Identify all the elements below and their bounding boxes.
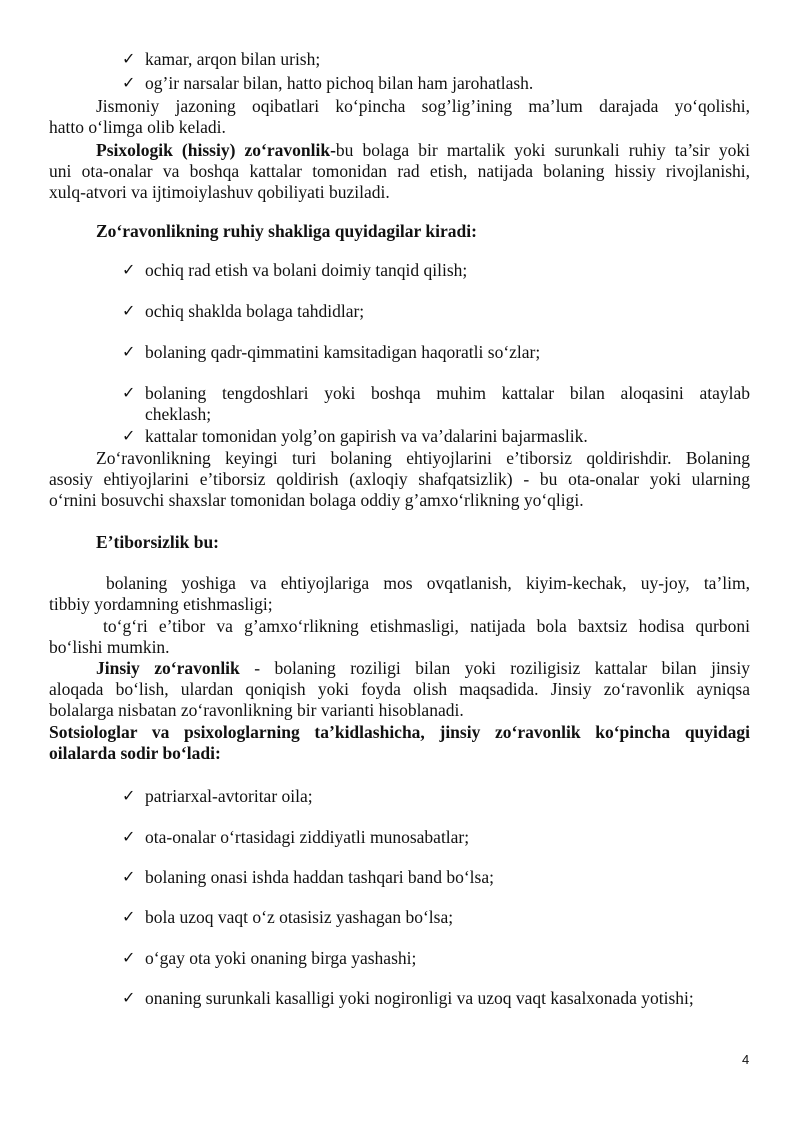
bullet-item-continuation: cheklash; — [145, 404, 212, 424]
bullet-item: ochiq shaklda bolaga tahdidlar; — [145, 301, 365, 321]
paragraph-text: bu bolaga bir martalik yoki surunkali ruhiy ta’sir yoki — [335, 140, 750, 160]
paragraph-line: uni ota-onalar va boshqa kattalar tomonidan rad etish, natijada bolaning hissiy rivojlanishi, — [49, 161, 750, 181]
paragraph-text: - bolaning roziligi bilan yoki roziligisiz kattalar bilan jinsiy — [239, 658, 750, 678]
check-icon: ✓ — [122, 260, 136, 279]
term-psixologik: Psixologik (hissiy) zo‘ravonlik- — [96, 140, 336, 160]
check-icon: ✓ — [122, 342, 136, 361]
section-heading: E’tiborsizlik bu: — [96, 532, 220, 552]
check-icon: ✓ — [122, 948, 136, 967]
paragraph-line: aloqada bo‘lish, ulardan qoniqish yoki foyda olish maqsadida. Jinsiy zo‘ravonlik ayniqsa — [49, 679, 750, 699]
check-icon: ✓ — [122, 867, 136, 886]
bullet-item: bolaning onasi ishda haddan tashqari band bo‘lsa; — [145, 867, 494, 887]
bullet-item: onaning surunkali kasalligi yoki nogironligi va uzoq vaqt kasalxonada yotishi; — [145, 988, 694, 1008]
bullet-item: ota-onalar o‘rtasidagi ziddiyatli munosabatlar; — [145, 827, 470, 847]
check-icon: ✓ — [122, 988, 136, 1007]
check-icon: ✓ — [122, 49, 136, 68]
check-icon: ✓ — [122, 827, 136, 846]
paragraph-line: xulq-atvori va ijtimoiylashuv qobiliyati buziladi. — [49, 182, 390, 202]
paragraph-line: Zo‘ravonlikning keyingi turi bolaning ehtiyojlarini e’tiborsiz qoldirishdir. Bolaning — [96, 448, 750, 468]
paragraph-line: Jismoniy jazoning oqibatlari ko‘pincha sog’lig’ining ma’lum darajada yo‘qolishi, — [96, 96, 750, 116]
paragraph-line: bolalarga nisbatan zo‘ravonlikning bir varianti hisoblanadi. — [49, 700, 464, 720]
check-icon: ✓ — [122, 301, 136, 320]
bullet-item: og’ir narsalar bilan, hatto pichoq bilan ham jarohatlash. — [145, 73, 534, 93]
bullet-item: patriarxal-avtoritar oila; — [145, 786, 313, 806]
paragraph-line: tibbiy yordamning etishmasligi; — [49, 594, 273, 614]
bullet-item: kamar, arqon bilan urish; — [145, 49, 321, 69]
check-icon: ✓ — [122, 907, 136, 926]
paragraph-line: bo‘lishi mumkin. — [49, 637, 170, 657]
bullet-item: kattalar tomonidan yolg’on gapirish va va’dalarini bajarmaslik. — [145, 426, 588, 446]
paragraph-line: to‘g‘ri e’tibor va g’amxo‘rlikning etishmasligi, natijada bola baxtsiz hodisa qurboni — [103, 616, 750, 636]
section-heading: oilalarda sodir bo‘ladi: — [49, 743, 221, 763]
section-heading: Sotsiologlar va psixologlarning ta’kidlashicha, jinsiy zo‘ravonlik ko‘pincha quyidagi — [49, 722, 750, 742]
paragraph-line: bolaning yoshiga va ehtiyojlariga mos ovqatlanish, kiyim-kechak, uy-joy, ta’lim, — [106, 573, 750, 593]
paragraph-line — [96, 658, 750, 679]
page-number: 4 — [742, 1052, 750, 1067]
section-heading: Zo‘ravonlikning ruhiy shakliga quyidagilar kiradi: — [96, 221, 477, 241]
paragraph-line — [96, 140, 750, 161]
bullet-item: bola uzoq vaqt o‘z otasisiz yashagan bo‘lsa; — [145, 907, 454, 927]
paragraph-line: o‘rnini bosuvchi shaxslar tomonidan bolaga oddiy g’amxo‘rlikning yo‘qligi. — [49, 490, 584, 510]
term-jinsiy: Jinsiy zo‘ravonlik — [96, 658, 240, 678]
check-icon: ✓ — [122, 73, 136, 92]
check-icon: ✓ — [122, 383, 136, 402]
check-icon: ✓ — [122, 426, 136, 445]
bullet-item: o‘gay ota yoki onaning birga yashashi; — [145, 948, 417, 968]
check-icon: ✓ — [122, 786, 136, 805]
bullet-item: bolaning tengdoshlari yoki boshqa muhim kattalar bilan aloqasini ataylab — [145, 383, 750, 403]
paragraph-line: asosiy ehtiyojlarini e’tiborsiz qoldirish (axloqiy shafqatsizlik) - bu ota-onalar yoki ularning — [49, 469, 750, 489]
bullet-item: ochiq rad etish va bolani doimiy tanqid qilish; — [145, 260, 468, 280]
bullet-item: bolaning qadr-qimmatini kamsitadigan haqoratli so‘zlar; — [145, 342, 541, 362]
paragraph-line: hatto o‘limga olib keladi. — [49, 117, 226, 137]
